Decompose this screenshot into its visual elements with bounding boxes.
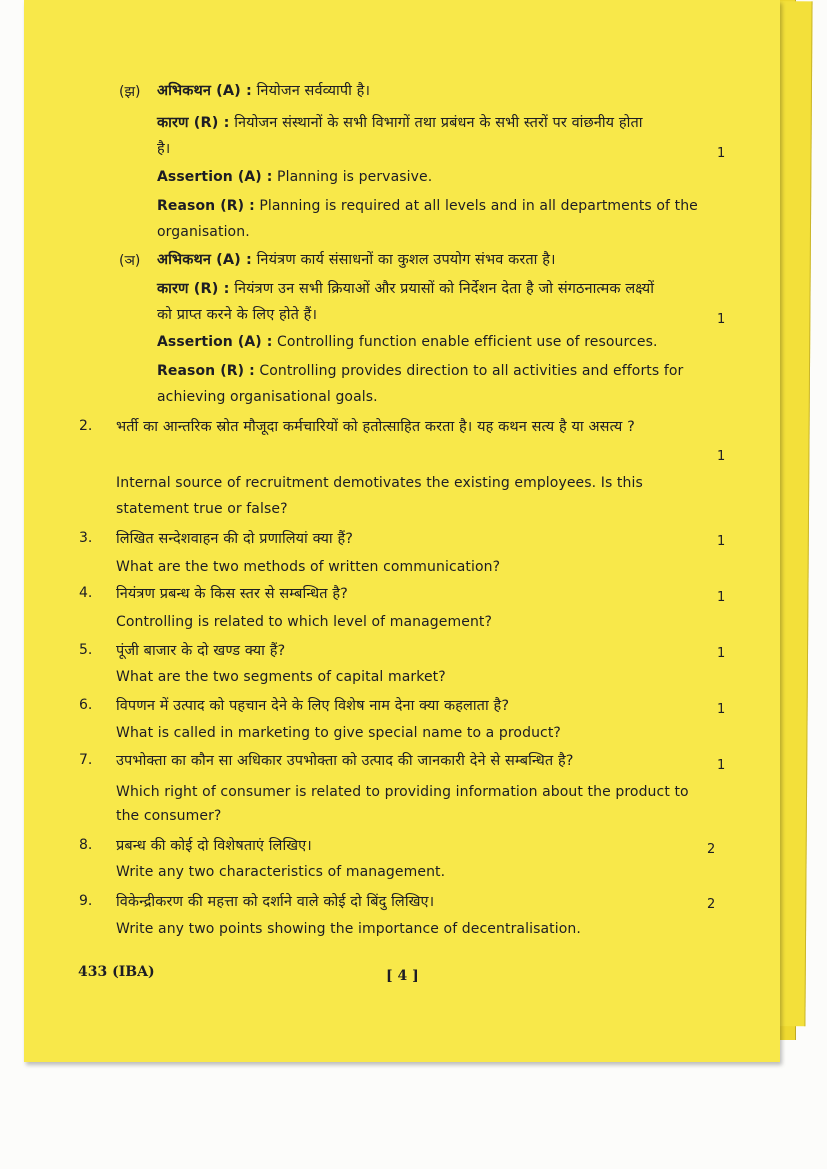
reason-label: कारण (R) : — [157, 115, 230, 131]
assertion-label: Assertion (A) : — [157, 334, 273, 350]
reason-text: नियोजन संस्थानों के सभी विभागों तथा प्रबंधन के सभी स्तरों पर वांछनीय होता — [234, 115, 643, 131]
assertion-label: Assertion (A) : — [157, 169, 273, 185]
question-hindi: नियंत्रण प्रबन्ध के किस स्तर से सम्बन्धित है? — [116, 586, 348, 602]
marks: 1 — [717, 758, 726, 773]
question-hindi: विकेन्द्रीकरण की महत्ता को दर्शाने वाले कोई दो बिंदु लिखिए। — [116, 894, 435, 910]
marks: 1 — [717, 534, 726, 549]
reason-text: Planning is required at all levels and in all departments of the — [259, 198, 698, 214]
question-number: 6. — [79, 697, 93, 713]
english-reason — [157, 363, 683, 379]
question-english-continued: the consumer? — [116, 808, 222, 824]
assertion-text: नियंत्रण कार्य संसाधनों का कुशल उपयोग संभव करता है। — [256, 252, 556, 268]
question-number: 9. — [79, 893, 93, 909]
english-reason-continued: organisation. — [157, 224, 250, 240]
marks: 2 — [707, 897, 716, 912]
hindi-reason — [157, 112, 643, 132]
hindi-reason-continued: है। — [157, 141, 171, 157]
assertion-label: अभिकथन (A) : — [157, 252, 252, 268]
english-assertion — [157, 334, 658, 350]
english-reason — [157, 198, 698, 214]
question-english: What is called in marketing to give special name to a product? — [116, 725, 561, 741]
reason-text: नियंत्रण उन सभी क्रियाओं और प्रयासों को निर्देशन देता है जो संगठनात्मक लक्ष्यों — [234, 281, 655, 297]
hindi-assertion — [157, 249, 556, 269]
reason-label: Reason (R) : — [157, 363, 255, 379]
hindi-assertion — [157, 80, 370, 100]
question-english: Which right of consumer is related to providing information about the product to — [116, 784, 689, 800]
marks: 1 — [717, 702, 726, 717]
question-hindi: पूंजी बाजार के दो खण्ड क्या हैं? — [116, 643, 286, 659]
question-english: Write any two characteristics of management. — [116, 864, 446, 880]
question-hindi: भर्ती का आन्तरिक स्रोत मौजूदा कर्मचारियों को हतोत्साहित करता है। यह कथन सत्य है या असत्य ? — [116, 419, 635, 435]
question-english: Controlling is related to which level of management? — [116, 614, 493, 630]
question-english: What are the two segments of capital market? — [116, 669, 446, 685]
question-number: 8. — [79, 837, 93, 853]
reason-label: कारण (R) : — [157, 281, 230, 297]
question-english: Internal source of recruitment demotivates the existing employees. Is this — [116, 475, 643, 491]
question-number: 5. — [79, 642, 93, 658]
question-number: 7. — [79, 752, 93, 768]
question-english: What are the two methods of written communication? — [116, 559, 501, 575]
marks: 1 — [717, 646, 726, 661]
assertion-text: Controlling function enable efficient use of resources. — [277, 334, 658, 350]
question-english: Write any two points showing the importance of decentralisation. — [116, 921, 581, 937]
page-number: [ 4 ] — [386, 968, 419, 984]
question-hindi: लिखित सन्देशवाहन की दो प्रणालियां क्या हैं? — [116, 531, 354, 547]
english-reason-continued: achieving organisational goals. — [157, 389, 378, 405]
paper-code: 433 (IBA) — [78, 964, 155, 980]
marks: 1 — [717, 146, 726, 161]
marks: 1 — [717, 449, 726, 464]
hindi-reason — [157, 278, 654, 298]
question-hindi: विपणन में उत्पाद को पहचान देने के लिए विशेष नाम देना क्या कहलाता है? — [116, 698, 510, 714]
marks: 2 — [707, 842, 716, 857]
assertion-label: अभिकथन (A) : — [157, 83, 252, 99]
assertion-text: Planning is pervasive. — [277, 169, 433, 185]
marks: 1 — [717, 590, 726, 605]
reason-text: Controlling provides direction to all activities and efforts for — [259, 363, 684, 379]
english-assertion — [157, 169, 432, 185]
item-label: (ञ) — [119, 253, 141, 269]
question-number: 4. — [79, 585, 93, 601]
question-paper-page — [24, 0, 780, 1062]
marks: 1 — [717, 312, 726, 327]
question-hindi: उपभोक्ता का कौन सा अधिकार उपभोक्ता को उत्पाद की जानकारी देने से सम्बन्धित है? — [116, 753, 574, 769]
question-number: 3. — [79, 530, 93, 546]
hindi-reason-continued: को प्राप्त करने के लिए होते हैं। — [157, 307, 318, 323]
reason-label: Reason (R) : — [157, 198, 255, 214]
question-number: 2. — [79, 418, 93, 434]
assertion-text: नियोजन सर्वव्यापी है। — [256, 83, 371, 99]
question-english-continued: statement true or false? — [116, 501, 288, 517]
question-hindi: प्रबन्ध की कोई दो विशेषताएं लिखिए। — [116, 838, 312, 854]
item-label: (झ) — [119, 84, 141, 100]
